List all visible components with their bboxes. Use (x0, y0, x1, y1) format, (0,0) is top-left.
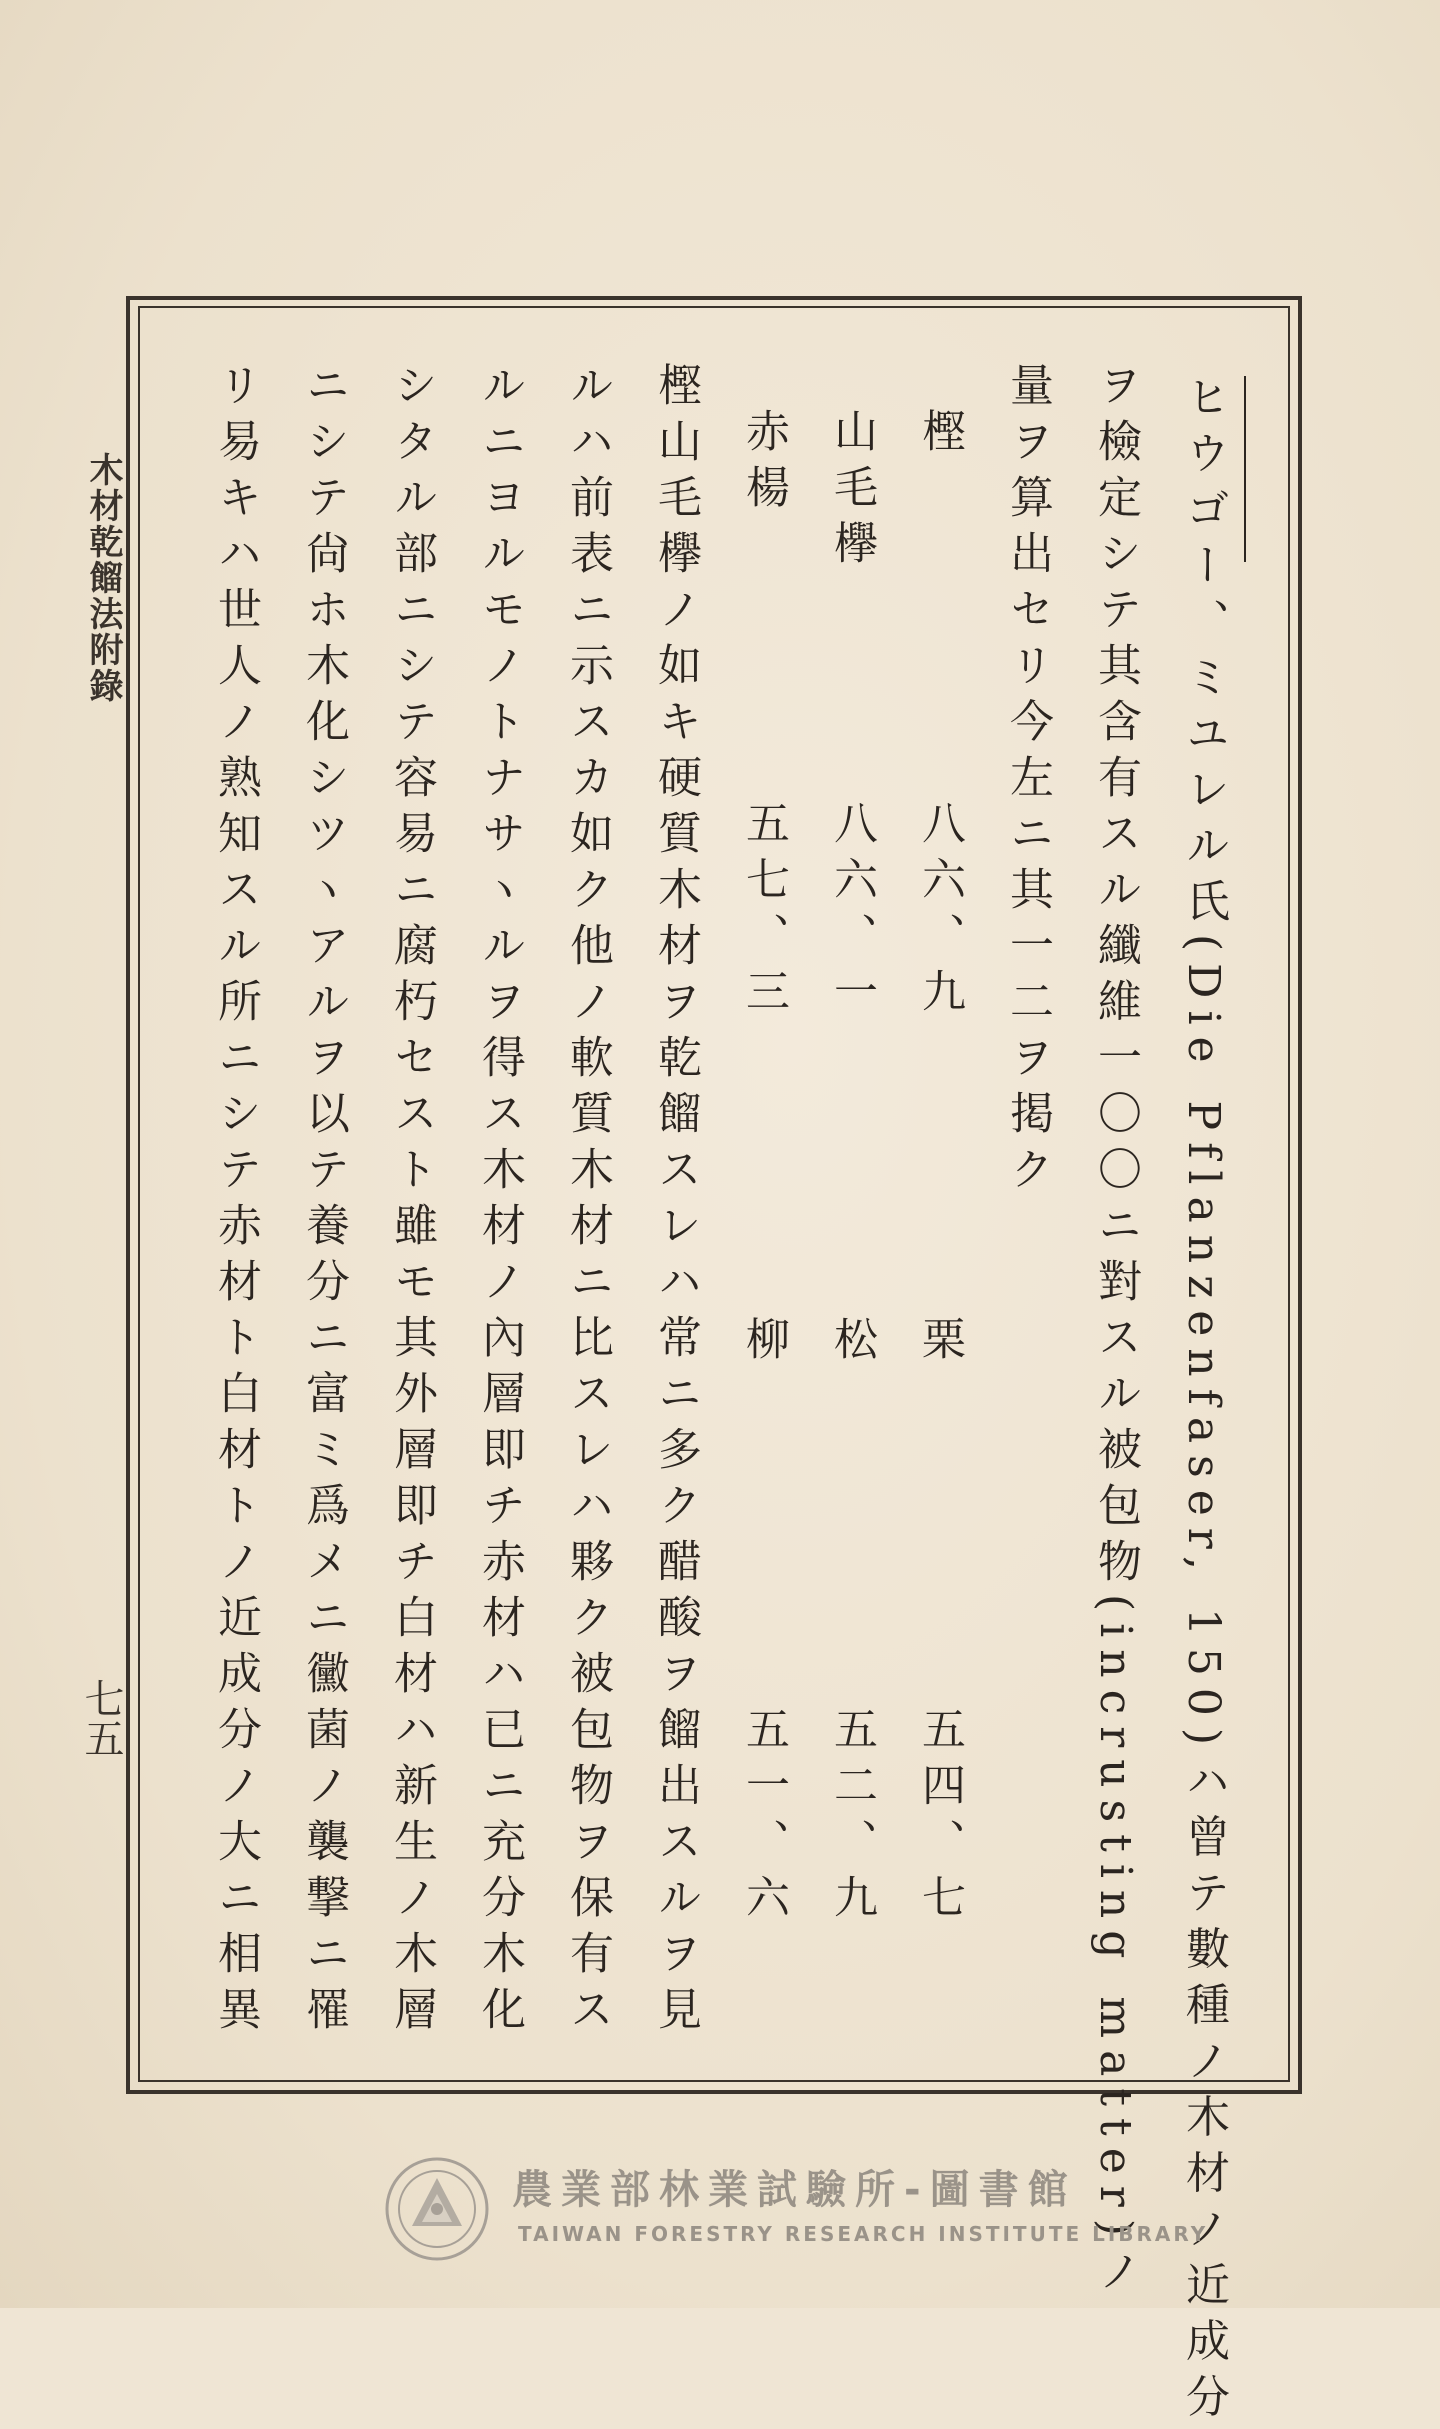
species-value: 五二、九 (826, 1706, 877, 1930)
species-value: 八六、九 (914, 800, 965, 1024)
reference-line (1244, 376, 1246, 562)
intro-line-2: ヲ檢定シテ其含有スル纖維一〇〇ニ對スル被包物(incrusting matter)ノ (1090, 362, 1141, 2304)
species-value: 五七、三 (738, 800, 789, 1024)
running-title: 木材乾餾法附錄 (83, 452, 123, 704)
intro-line-1: ヒウゴー、ミユレル氏(Die Pflanzenfaser, 150)ハ曾テ數種ノ木材ノ近成分 (1178, 374, 1229, 2429)
species-name: 樫 (914, 408, 965, 464)
library-name: 農業部林業試驗所-圖書館 (512, 2167, 1077, 2213)
intro-line-3: 量ヲ算出セリ今左ニ其一二ヲ掲ク (1002, 362, 1053, 1202)
library-name-english: TAIWAN FORESTRY RESEARCH INSTITUTE LIBRARY (518, 2222, 1209, 2246)
species-value: 五四、七 (914, 1706, 965, 1930)
species-name: 赤楊 (738, 408, 789, 520)
body-line-1: 樫山毛欅ノ如キ硬質木材ヲ乾餾スレハ常ニ多ク醋酸ヲ餾出スルヲ見 (650, 362, 701, 2042)
species-name: 松 (826, 1316, 877, 1372)
body-line-5: ニシテ尙ホ木化シツヽアルヲ以テ養分ニ富ミ爲メニ黴菌ノ襲撃ニ罹 (298, 362, 349, 2042)
body-line-4: シタル部ニシテ容易ニ腐朽セスト雖モ其外層即チ白材ハ新生ノ木層 (386, 362, 437, 2042)
species-value: 五一、六 (738, 1706, 789, 1930)
species-name: 栗 (914, 1316, 965, 1372)
species-name: 柳 (738, 1316, 789, 1372)
body-line-6: リ易キハ世人ノ熟知スル所ニシテ赤材ト白材トノ近成分ノ大ニ相異 (210, 362, 261, 2042)
body-line-3: ルニヨルモノトナサヽルヲ得ス木材ノ內層即チ赤材ハ已ニ充分木化 (474, 362, 525, 2042)
species-value: 八六、一 (826, 800, 877, 1024)
body-line-2: ルハ前表ニ示スカ如ク他ノ軟質木材ニ比スレハ夥ク被包物ヲ保有ス (562, 362, 613, 2042)
species-name: 山毛欅 (826, 408, 877, 576)
library-seal-icon (382, 2154, 492, 2264)
page-number: 七五 (78, 1678, 124, 1758)
